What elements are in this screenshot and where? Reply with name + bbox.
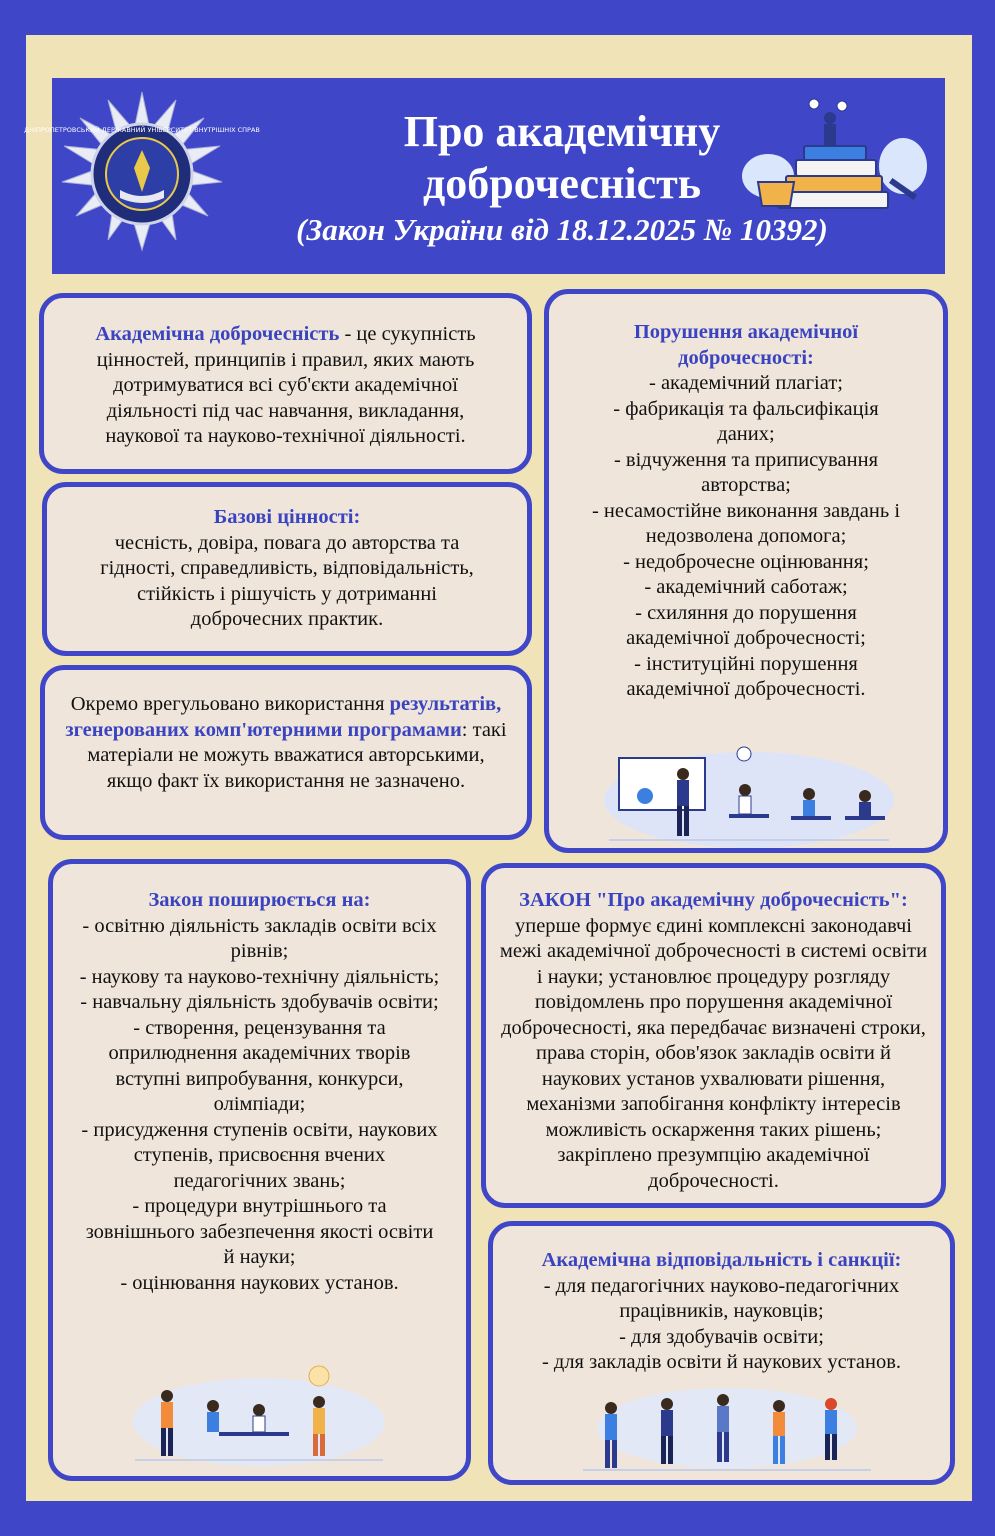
celebrating-people-illustration-icon xyxy=(577,1378,877,1478)
violations-heading: Порушення академічної доброчесності: xyxy=(633,321,859,369)
list-item: - академічний саботаж; xyxy=(644,576,848,598)
page-title-line-1: Про академічну xyxy=(403,107,721,156)
definition-term: Академічна доброчесність xyxy=(95,323,340,345)
list-item: - фабрикація та фальсифікація даних; xyxy=(613,397,879,445)
list-item: - оцінювання наукових установ. xyxy=(120,1271,399,1294)
values-heading: Базові цінності: xyxy=(213,506,361,528)
list-item: - присудження ступенів освіти, наукових ступенів, присвоєння вчених педагогічних звань; xyxy=(81,1118,438,1192)
list-item: - освітню діяльність закладів освіти всіх рівнів; xyxy=(82,914,437,962)
list-item: - для педагогічних науково-педагогічних працівників, науковців; xyxy=(543,1274,900,1322)
definition-card xyxy=(39,293,532,474)
page-title-line-2: доброчесність xyxy=(423,159,701,208)
law-heading: ЗАКОН "Про академічну доброчесність": xyxy=(519,889,908,911)
svg-text:ДНІПРОПЕТРОВСЬКИЙ ДЕРЖАВНИЙ УН: ДНІПРОПЕТРОВСЬКИЙ ДЕРЖАВНИЙ УНІВЕРСИТЕТ ВНУТРІШНІХ СПРАВ xyxy=(24,126,260,134)
ai-rest-text: : такі матеріали не можуть вважатися авторськими, якщо факт їх використання не зазначено. xyxy=(87,718,507,792)
violations-card xyxy=(544,289,948,853)
list-item: - процедури внутрішнього та зовнішнього забезпечення якості освіти й науки; xyxy=(85,1195,434,1268)
list-item: - для закладів освіти й наукових установ. xyxy=(541,1351,902,1373)
sanctions-card xyxy=(488,1221,955,1485)
law-text: уперше формує єдині комплексні законодавчі межі академічної доброчесності в системі освіти і науки; установлює процедуру розгляду повідомлень про порушення академічної доброчесності, яка передбачає визначені строки, права сторін, обов'язок закладів освіти й наукових установ ухвалювати рішення, механізми запобігання конфлікту інтересів можливість оскарження таких рішень; закріплено презумпцію академічної доброчесності. xyxy=(499,914,928,1192)
law-card xyxy=(481,863,946,1208)
list-item: - інституційні порушення академічної доброчесності. xyxy=(626,652,866,700)
list-item: - відчуження та приписування авторства; xyxy=(613,448,879,496)
university-emblem-icon xyxy=(24,90,260,258)
page-subtitle: (Закон України від 18.12.2025 № 10392) xyxy=(296,212,828,247)
scope-card xyxy=(48,859,471,1481)
list-item: - наукову та науково-технічну діяльність; xyxy=(79,965,440,988)
list-item: - навчальну діяльність здобувачів освіти; xyxy=(80,991,439,1013)
scope-heading: Закон поширюється на: xyxy=(148,889,371,911)
teamwork-illustration-icon xyxy=(129,1360,389,1470)
definition-text: - це сукупність цінностей, принципів і правил, яких мають дотримуватися всі суб'єкти академічної діяльності під час навчання, викладання, наукової та науково-технічної діяльності. xyxy=(96,323,476,447)
list-item: - створення, рецензування та оприлюднення академічних творів вступні випробування, конкурси, олімпіади; xyxy=(108,1016,411,1115)
list-item: - недоброчесне оцінювання; xyxy=(623,550,869,573)
list-item: - несамостійне виконання завдань і недозволена допомога; xyxy=(591,499,901,547)
books-illustration-icon xyxy=(738,96,928,226)
ai-highlight-text: результатів, згенерованих комп'ютерними програмами xyxy=(65,693,502,741)
ai-intro-text: Окремо врегульовано використання xyxy=(70,693,390,715)
header-banner xyxy=(24,78,945,274)
list-item: - схиляння до порушення академічної доброчесності; xyxy=(626,601,866,649)
sanctions-heading: Академічна відповідальність і санкції: xyxy=(541,1249,902,1271)
classroom-illustration-icon xyxy=(599,740,899,850)
list-item: - для здобувачів освіти; xyxy=(619,1325,824,1348)
list-item: - академічний плагіат; xyxy=(649,372,843,394)
ai-results-card xyxy=(40,665,532,840)
values-text: чесність, довіра, повага до авторства та гідності, справедливість, відповідальність, стійкість і рішучість у дотриманні доброчесних практик. xyxy=(100,531,474,630)
values-card xyxy=(42,482,532,656)
